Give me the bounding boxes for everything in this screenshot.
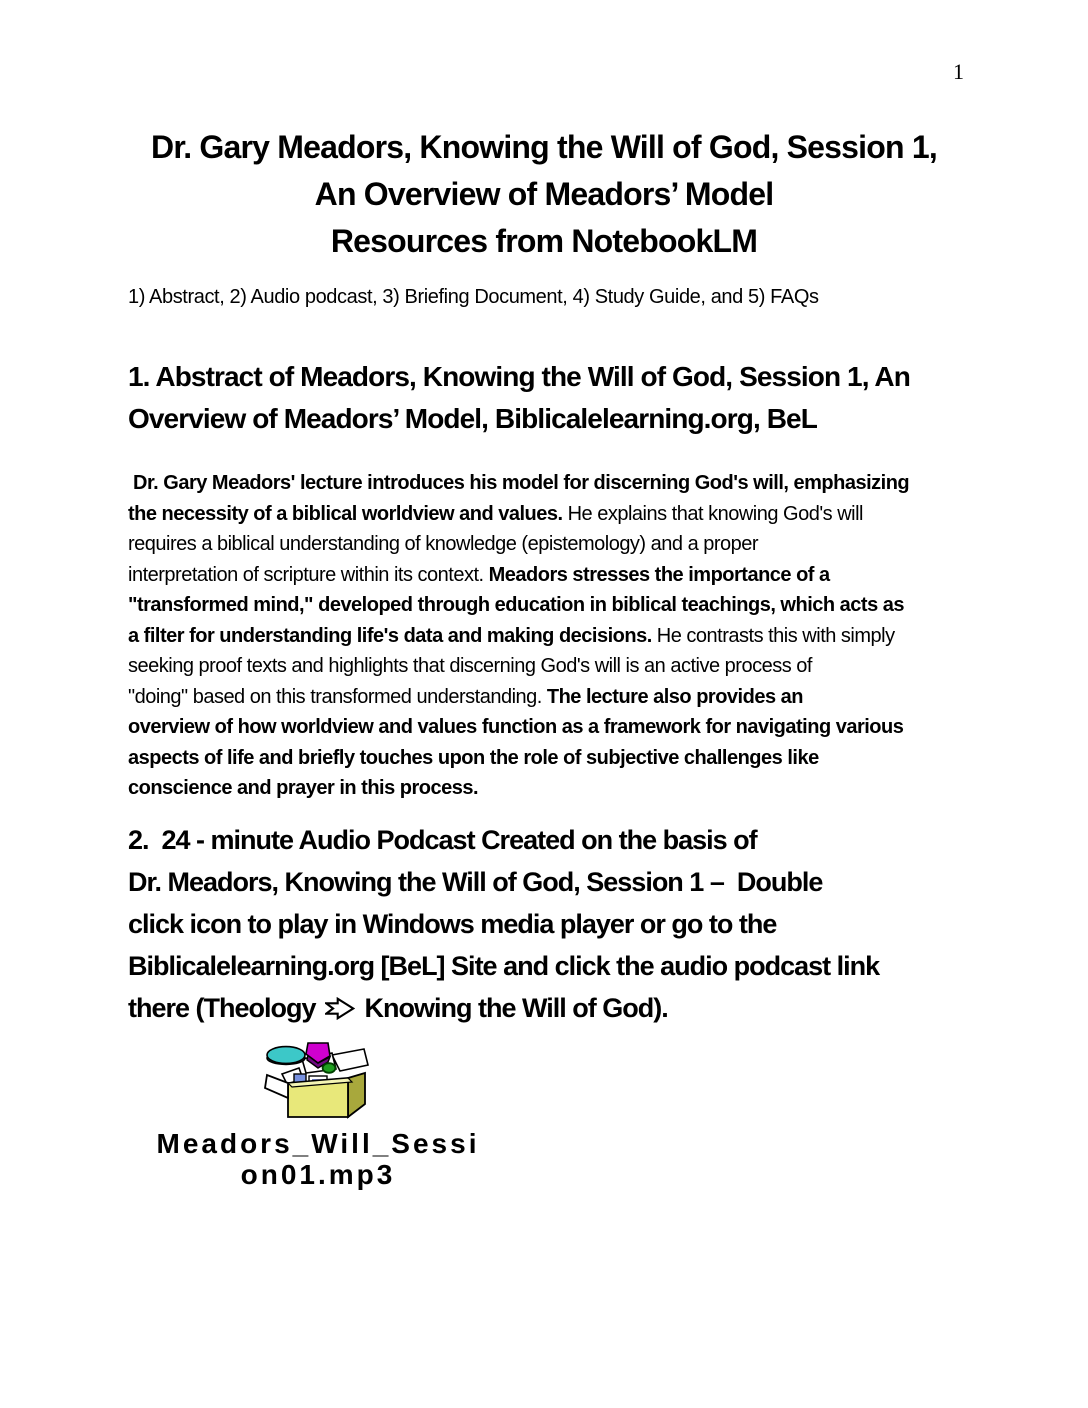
text-line: there (Theology Knowing the Will of God).	[128, 992, 668, 1023]
text-line: Meadors_Will_Sessi	[156, 1127, 480, 1159]
green-ball	[323, 1063, 336, 1073]
text-line: interpretation of scripture within its context. Meadors stresses the importance of a	[128, 563, 830, 586]
text-line: Dr. Gary Meadors, Knowing the Will of God, Session 1,	[151, 129, 937, 165]
text-line: click icon to play in Windows media player or go to the	[128, 908, 777, 939]
cd-disc	[267, 1046, 305, 1063]
text-line: on01.mp3	[240, 1158, 396, 1190]
text-line: seeking proof texts and highlights that discerning God's will is an active process of	[128, 655, 812, 677]
text-line: Dr. Gary Meadors' lecture introduces his model for discerning God's will, emphasizing	[128, 472, 910, 494]
text-line: An Overview of Meadors’ Model	[314, 176, 774, 212]
resource-list-text: 1) Abstract, 2) Audio podcast, 3) Briefing Document, 4) Study Guide, and 5) FAQs	[128, 286, 819, 308]
text-line: requires a biblical understanding of knowledge (epistemology) and a proper	[128, 533, 759, 555]
text-line: 2. 24 - minute Audio Podcast Created on the basis of	[128, 824, 757, 855]
resource-list-line	[128, 282, 960, 312]
text-line: a filter for understanding life's data and making decisions. He contrasts this with simply	[128, 624, 895, 647]
box-side	[348, 1073, 365, 1117]
paper-right	[332, 1049, 368, 1071]
section2-heading	[128, 819, 960, 1029]
text-line: conscience and prayer in this process.	[128, 777, 479, 799]
media-package-icon[interactable]	[260, 1041, 376, 1125]
text-line: Resources from NotebookLM	[330, 223, 758, 259]
audio-file-attachment[interactable]	[128, 1041, 508, 1190]
text-line: "transformed mind," developed through education in biblical teachings, which acts as	[128, 594, 904, 616]
text-line: Overview of Meadors’ Model, Biblicalelearning.org, BeL	[128, 403, 817, 434]
audio-file-name[interactable]	[128, 1128, 508, 1190]
text-line: the necessity of a biblical worldview and values. He explains that knowing God's will	[128, 502, 863, 525]
page-number: 1	[953, 59, 964, 84]
double-arrow-right-icon	[325, 997, 355, 1020]
text-line: Biblicalelearning.org [BeL] Site and click the audio podcast link	[128, 950, 880, 981]
section1-heading	[128, 356, 960, 440]
abstract-paragraph	[128, 468, 960, 804]
text-line: Dr. Meadors, Knowing the Will of God, Session 1 – Double	[128, 866, 823, 897]
text-line: aspects of life and briefly touches upon the role of subjective challenges like	[128, 746, 819, 769]
text-line: overview of how worldview and values function as a framework for navigating various	[128, 716, 904, 738]
text-line: "doing" based on this transformed understanding. The lecture also provides an	[128, 685, 803, 708]
text-line: 1. Abstract of Meadors, Knowing the Will of God, Session 1, An	[128, 361, 910, 392]
document-title	[128, 0, 960, 265]
